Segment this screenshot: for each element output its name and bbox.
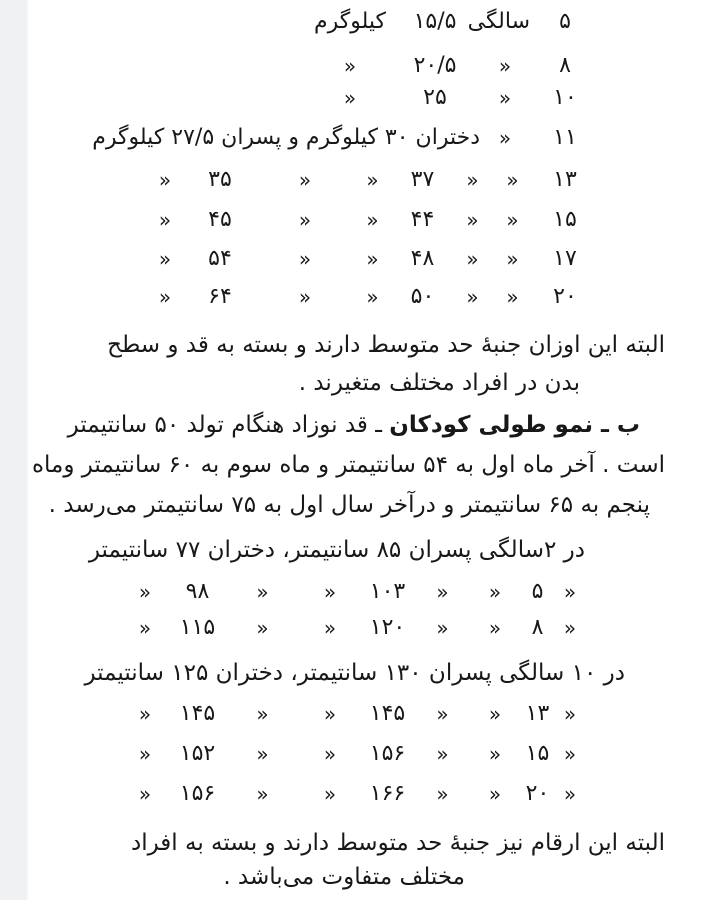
ditto-mark: « — [323, 702, 337, 726]
height-row-age13 — [120, 700, 585, 728]
ditto-mark: « — [563, 616, 577, 640]
weight-row-age8 — [310, 52, 600, 80]
weight-value-cell: ۱۵/۵ — [413, 9, 457, 34]
ditto-mark: « — [366, 168, 379, 192]
ditto-mark: « — [466, 208, 479, 232]
ditto-mark: « — [436, 702, 449, 726]
ditto-mark: « — [138, 616, 152, 640]
girls-height-cell: ۱۱۵ — [179, 615, 216, 640]
ditto-mark: « — [256, 616, 269, 640]
boys-height-cell: ۱۲۰ — [369, 615, 406, 640]
boys-height-cell: ۱۴۵ — [369, 701, 406, 726]
heights-note-line2: مختلف متفاوت می‌باشد . — [223, 864, 465, 890]
weight-row-age17 — [150, 245, 600, 273]
ditto-mark: « — [343, 86, 357, 110]
ditto-mark: « — [498, 126, 512, 150]
ditto-mark: « — [366, 285, 379, 309]
ditto-mark: « — [466, 168, 479, 192]
ditto-mark: « — [436, 782, 449, 806]
ditto-mark: « — [298, 247, 312, 271]
ditto-mark: « — [563, 782, 577, 806]
age-cell: ۱۱ — [553, 125, 577, 150]
girls-weight-cell: ۴۴ — [410, 207, 435, 232]
ditto-mark: « — [466, 285, 479, 309]
boys-weight-cell: ۴۵ — [208, 207, 232, 232]
boys-weight-cell: ۳۵ — [208, 167, 232, 192]
section-b-line2: است . آخر ماه اول به ۵۴ سانتیمتر و ماه سوم به ۶۰ سانتیمتر وماه — [31, 452, 665, 478]
weight-row-age10 — [310, 84, 600, 112]
ditto-mark: « — [563, 580, 577, 604]
ditto-mark: « — [506, 168, 519, 192]
ditto-mark: « — [436, 580, 449, 604]
weight-row-age11 — [86, 124, 600, 152]
weight-row-age13 — [150, 166, 600, 194]
section-b-heading-line — [68, 410, 640, 440]
ditto-mark: « — [138, 702, 152, 726]
ditto-mark: « — [323, 616, 337, 640]
ditto-mark: « — [298, 208, 312, 232]
ditto-mark: « — [256, 702, 269, 726]
ditto-mark: « — [138, 782, 152, 806]
ditto-mark: « — [466, 247, 479, 271]
ditto-mark: « — [256, 580, 269, 604]
ditto-mark: « — [488, 580, 502, 604]
age-cell: ۵ — [531, 579, 544, 604]
ditto-mark: « — [563, 702, 577, 726]
age-cell: ۱۳ — [553, 167, 577, 192]
section-b-heading: ب ـ نمو طولی کودکان — [389, 412, 640, 438]
ditto-mark: « — [436, 616, 449, 640]
age-unit-cell: سالگی — [467, 9, 530, 34]
ditto-mark: « — [506, 247, 519, 271]
ditto-mark: « — [158, 247, 172, 271]
weight-phrase-cell: دختران ۳۰ کیلوگرم و پسران ۲۷/۵ کیلوگرم — [92, 125, 480, 150]
weights-note-line2: بدن در افراد مختلف متغیرند . — [298, 370, 580, 396]
age-cell: ۱۷ — [553, 246, 577, 271]
left-margin-strip — [0, 0, 29, 900]
height-intro-10y: در ۱۰ سالگی پسران ۱۳۰ سانتیمتر، دختران ۱۲۵ سانتیمتر — [84, 660, 625, 686]
ditto-mark: « — [158, 168, 172, 192]
ditto-mark: « — [298, 168, 312, 192]
section-b-heading-rest: ـ قد نوزاد هنگام تولد ۵۰ سانتیمتر — [67, 412, 390, 438]
age-cell: ۸ — [559, 53, 571, 78]
girls-height-cell: ۱۵۲ — [179, 741, 216, 766]
height-row-age20 — [120, 780, 585, 808]
ditto-mark: « — [488, 702, 502, 726]
weight-row-age20 — [150, 283, 600, 311]
weight-row-age15 — [150, 206, 600, 234]
ditto-mark: « — [498, 86, 512, 110]
section-b-line3: پنجم به ۶۵ سانتیمتر و درآخر سال اول به ۷۵ سانتیمتر می‌رسد . — [48, 492, 650, 518]
ditto-mark: « — [343, 54, 357, 78]
ditto-mark: « — [323, 782, 337, 806]
ditto-mark: « — [488, 616, 502, 640]
ditto-mark: « — [498, 54, 512, 78]
girls-height-cell: ۹۸ — [185, 579, 210, 604]
ditto-mark: « — [323, 742, 337, 766]
ditto-mark: « — [436, 742, 449, 766]
ditto-mark: « — [138, 580, 152, 604]
ditto-mark: « — [158, 285, 172, 309]
ditto-mark: « — [158, 208, 172, 232]
boys-weight-cell: ۵۴ — [208, 246, 232, 271]
heights-note-line1: البته این ارقام نیز جنبهٔ حد متوسط دارند و بسته به افراد — [130, 830, 665, 856]
boys-height-cell: ۱۵۶ — [369, 741, 406, 766]
weight-value-cell: ۲۵ — [423, 85, 447, 110]
ditto-mark: « — [488, 782, 502, 806]
girls-weight-cell: ۳۷ — [410, 167, 435, 192]
ditto-mark: « — [563, 742, 577, 766]
ditto-mark: « — [138, 742, 152, 766]
height-row-age15 — [120, 740, 585, 768]
age-cell: ۱۵ — [553, 207, 577, 232]
weights-note-line1: البته این اوزان جنبهٔ حد متوسط دارند و بسته به قد و سطح — [107, 332, 665, 358]
ditto-mark: « — [298, 285, 312, 309]
age-cell: ۱۰ — [553, 85, 577, 110]
ditto-mark: « — [506, 208, 519, 232]
ditto-mark: « — [256, 742, 269, 766]
ditto-mark: « — [323, 580, 337, 604]
boys-height-cell: ۱۶۶ — [369, 781, 406, 806]
ditto-mark: « — [488, 742, 502, 766]
age-cell: ۲۰ — [553, 284, 577, 309]
age-cell: ۲۰ — [525, 781, 550, 806]
height-intro-2y: در ۲سالگی پسران ۸۵ سانتیمتر، دختران ۷۷ سانتیمتر — [88, 537, 585, 563]
height-row-age5 — [120, 578, 585, 606]
boys-weight-cell: ۶۴ — [208, 284, 232, 309]
ditto-mark: « — [366, 247, 379, 271]
girls-height-cell: ۱۴۵ — [179, 701, 216, 726]
ditto-mark: « — [256, 782, 269, 806]
age-cell: ۱۳ — [525, 701, 550, 726]
girls-height-cell: ۱۵۶ — [179, 781, 216, 806]
boys-height-cell: ۱۰۳ — [369, 579, 406, 604]
girls-weight-cell: ۵۰ — [410, 284, 435, 309]
ditto-mark: « — [366, 208, 379, 232]
age-cell: ۱۵ — [525, 741, 550, 766]
age-cell: ۸ — [531, 615, 544, 640]
weight-row-age5 — [310, 8, 600, 36]
height-row-age8 — [120, 614, 585, 642]
ditto-mark: « — [506, 285, 519, 309]
age-cell: ۵ — [559, 9, 571, 34]
weight-value-cell: ۲۰/۵ — [413, 53, 457, 78]
weight-unit-cell: کیلوگرم — [314, 9, 386, 34]
girls-weight-cell: ۴۸ — [410, 246, 435, 271]
